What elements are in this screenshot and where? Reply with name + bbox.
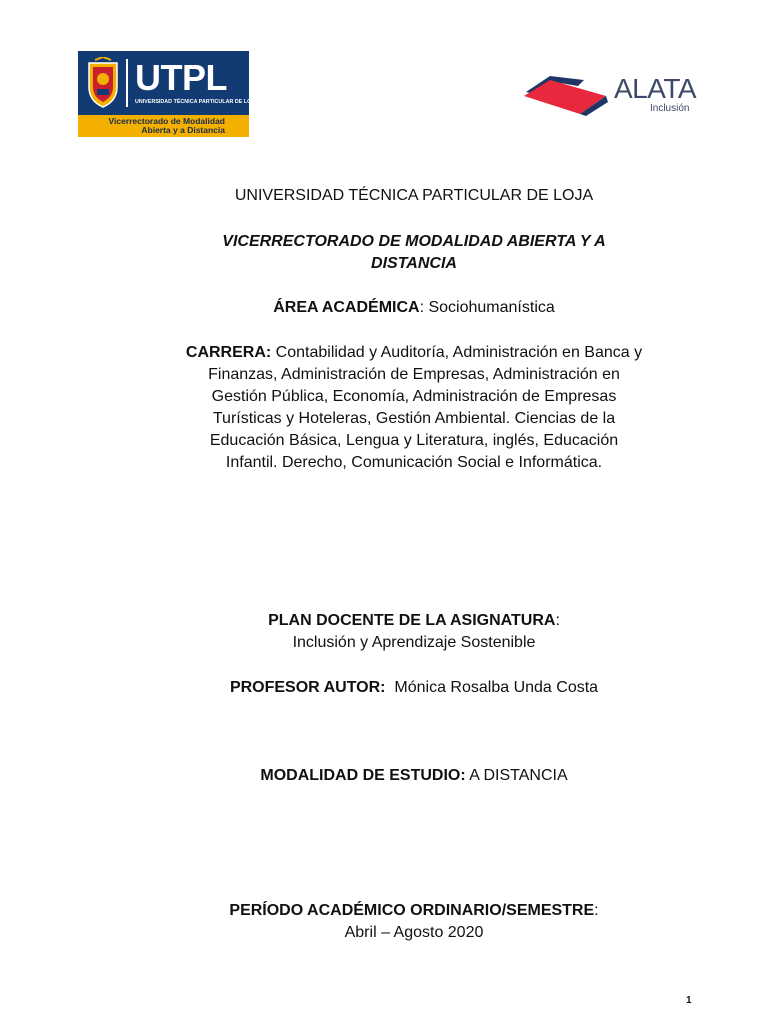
alata-logo [520,70,700,120]
profesor-autor [120,677,708,699]
utpl-logo-bar [78,115,249,137]
utpl-bar-line2: Abierta y a Distancia [141,125,225,135]
utpl-divider [126,59,128,107]
plan-colon: : [555,612,560,629]
plan-docente [120,610,708,654]
profesor-value: Mónica Rosalba Unda Costa [385,679,599,696]
page-number: 1 [686,995,692,1006]
plan-value: Inclusión y Aprendizaje Sostenible [292,634,536,651]
carrera-line-2: Finanzas, Administración de Empresas, Administración en [208,366,620,383]
modalidad-estudio [120,765,708,787]
periodo-label: PERÍODO ACADÉMICO ORDINARIO/SEMESTRE [229,902,595,919]
utpl-wordmark: UTPL [135,57,227,98]
carrera-section [120,342,708,474]
area-academica [120,297,708,319]
plan-label: PLAN DOCENTE DE LA ASIGNATURA [268,612,556,629]
carrera-line-5: Educación Básica, Lengua y Literatura, inglés, Educación [209,432,619,449]
carrera-label: CARRERA: [185,344,272,361]
periodo-colon: : [594,902,599,919]
carrera-line-6: Infantil. Derecho, Comunicación Social e Informática. [225,454,603,471]
vicerrectorado-line1: VICERRECTORADO DE MODALIDAD ABIERTA Y A [222,233,606,250]
alata-ribbon-icon [520,70,610,120]
area-label: ÁREA ACADÉMICA [273,299,420,316]
university-title [120,185,708,207]
carrera-line-3: Gestión Pública, Economía, Administración de Empresas [211,388,617,405]
carrera-line-4: Turísticas y Hoteleras, Gestión Ambiental. Ciencias de la [212,410,616,427]
alata-wordmark: ALATA [614,73,697,104]
alata-subtitle: Inclusión [650,103,690,114]
periodo-value: Abril – Agosto 2020 [344,924,484,941]
vicerrectorado-title [120,231,708,275]
profesor-label: PROFESOR AUTOR: [229,679,386,696]
university-name: UNIVERSIDAD TÉCNICA PARTICULAR DE LOJA [234,187,594,204]
carrera-line-1: Contabilidad y Auditoría, Administración en Banca y [271,344,643,361]
modalidad-label: MODALIDAD DE ESTUDIO: [260,767,466,784]
utpl-logo [78,51,259,137]
utpl-subtitle: UNIVERSIDAD TÉCNICA PARTICULAR DE LOJA [135,99,259,105]
area-value: : Sociohumanística [419,299,555,316]
modalidad-value: A DISTANCIA [465,767,568,784]
vicerrectorado-line2: DISTANCIA [371,255,457,272]
utpl-bar-line1: Vicerrectorado de Modalidad [108,116,225,126]
periodo-academico [120,900,708,944]
utpl-shield-icon [85,57,121,109]
utpl-logo-banner [78,51,259,115]
